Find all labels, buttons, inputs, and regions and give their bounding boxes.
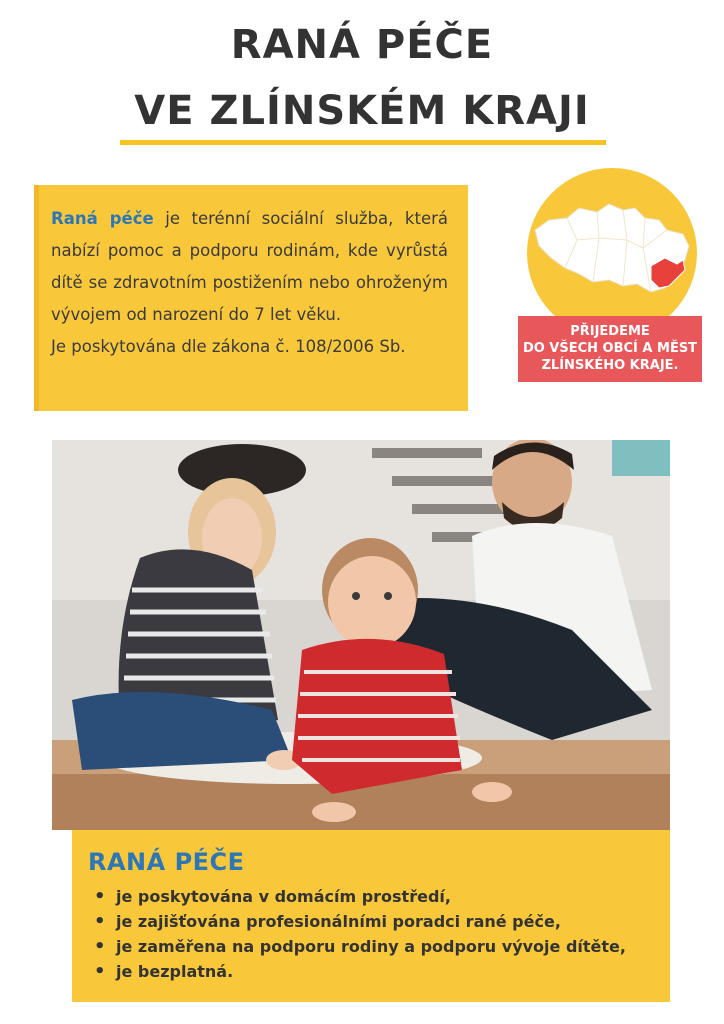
intro-box xyxy=(34,185,468,411)
title-underline xyxy=(120,140,606,145)
intro-lead: Raná péče xyxy=(51,209,154,228)
list-item: • je bezplatná. xyxy=(88,959,670,984)
list-item: • je zajišťována profesionálními poradci rané péče, xyxy=(88,909,670,934)
bottom-info-box xyxy=(72,830,670,1002)
map-badge-line3: ZLÍNSKÉHO KRAJE. xyxy=(541,358,679,373)
family-photo xyxy=(52,440,670,830)
map-badge xyxy=(518,316,702,382)
czech-republic-map-icon xyxy=(527,168,697,338)
map-badge-line2: DO VŠECH OBCÍ A MĚST xyxy=(522,341,698,356)
bottom-list xyxy=(88,884,670,984)
page-title-line2: VE ZLÍNSKÉM KRAJI xyxy=(134,88,590,134)
map-badge-line1: PŘIJEDEME xyxy=(570,324,650,339)
page-title-line1: RANÁ PÉČE xyxy=(230,22,494,68)
intro-law: Je poskytována dle zákona č. 108/2006 Sb. xyxy=(51,337,406,356)
bottom-heading: RANÁ PÉČE xyxy=(88,848,245,876)
list-item: • je zaměřena na podporu rodiny a podporu vývoje dítěte, xyxy=(88,934,670,959)
intro-text: je terénní sociální služba, která nabízí pomoc a podporu rodinám, kde vyrůstá dítě se zdravotním postižením nebo ohroženým vývojem od narození do 7 let věku. xyxy=(51,209,448,324)
list-item: • je poskytována v domácím prostředí, xyxy=(88,884,670,909)
map-circle xyxy=(527,168,697,338)
